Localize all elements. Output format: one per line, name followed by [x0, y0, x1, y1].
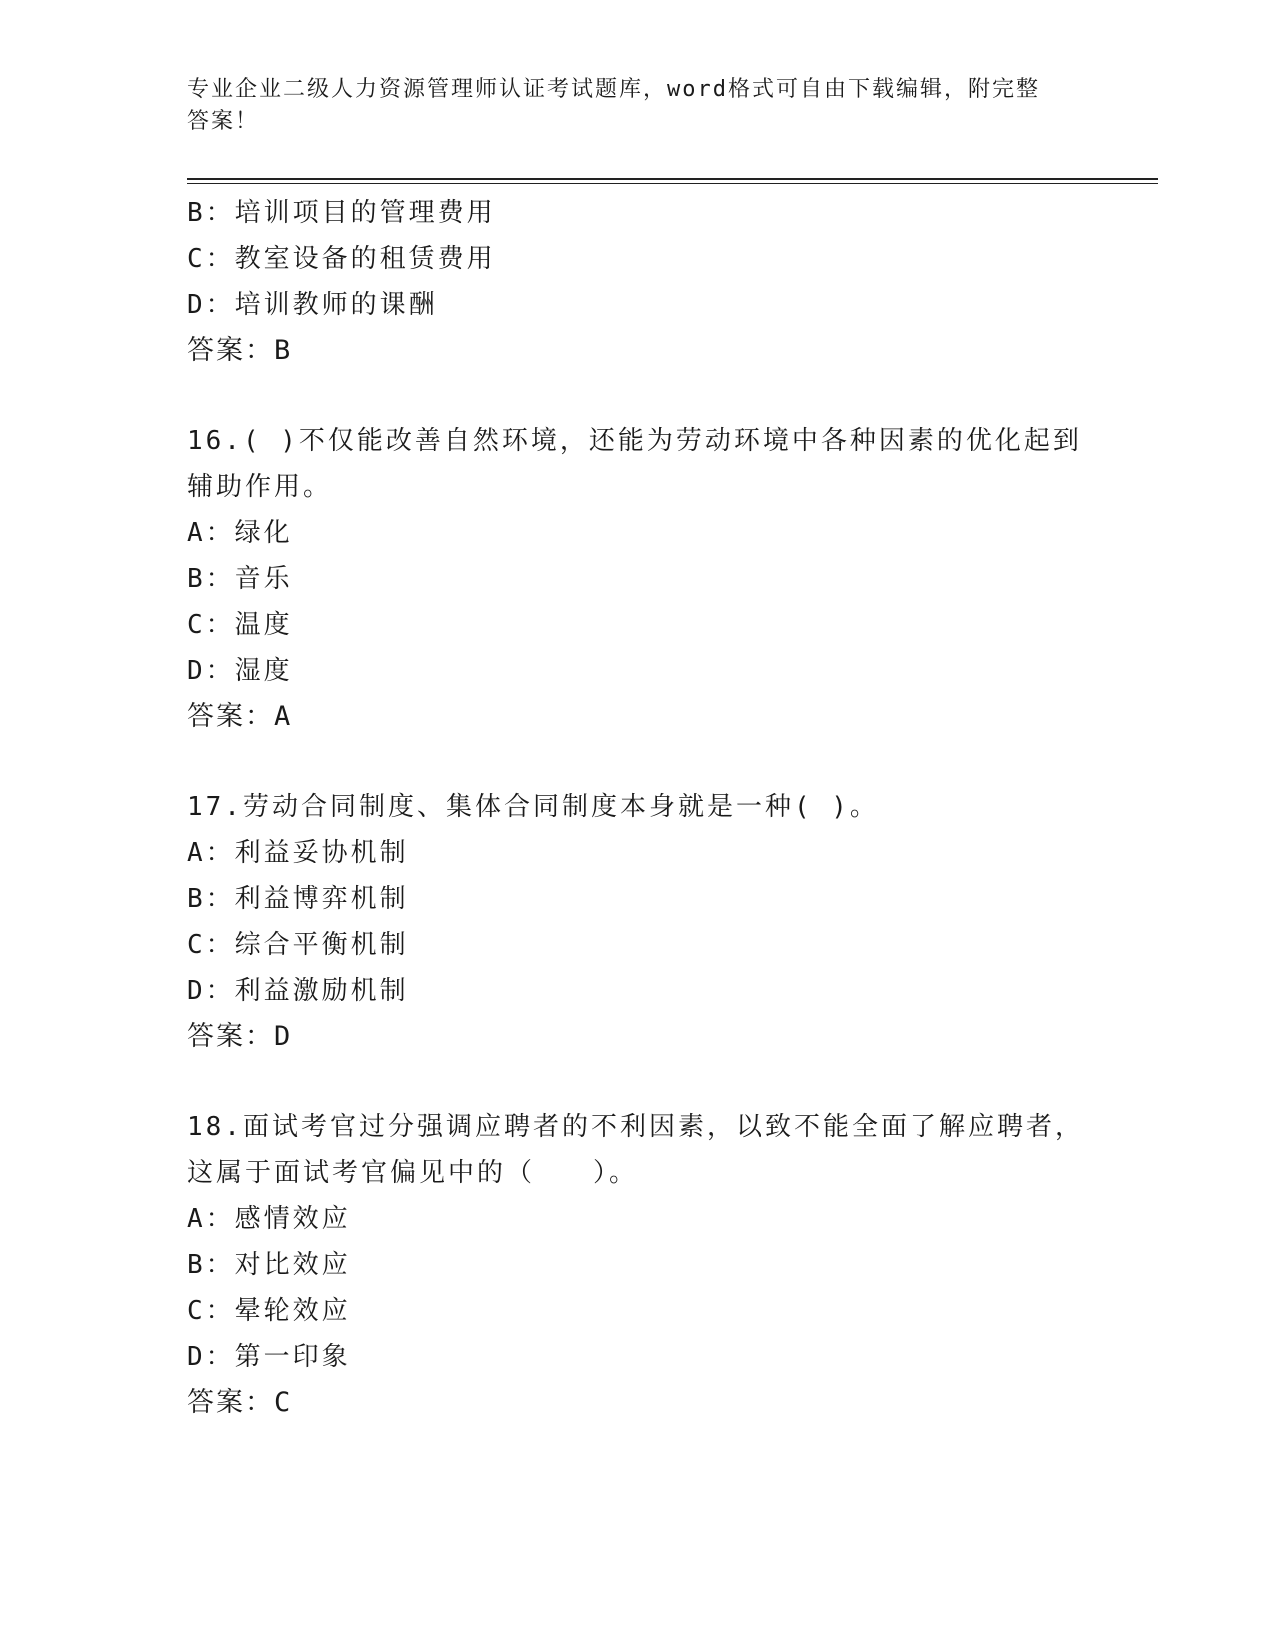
document-header: [187, 74, 1077, 138]
header-line-2: 答案！: [187, 109, 260, 134]
question-stem: 16.( )不仅能改善自然环境，还能为劳动环境中各种因素的优化起到: [187, 426, 1082, 456]
spacer: [187, 1060, 1087, 1104]
answer-line: 答案：C: [187, 1387, 293, 1418]
option-d: D：培训教师的课酬: [187, 290, 438, 320]
header-divider-thin: [187, 183, 1158, 184]
option-d: D：第一印象: [187, 1342, 351, 1372]
header-line-1: 专业企业二级人力资源管理师认证考试题库，word格式可自由下载编辑，附完整: [187, 77, 1040, 102]
option-c: C：综合平衡机制: [187, 930, 409, 960]
option-d: D：湿度: [187, 656, 293, 686]
spacer: [187, 374, 1087, 418]
answer-line: 答案：B: [187, 335, 293, 366]
answer-line: 答案：D: [187, 1021, 293, 1052]
question-15-continued: [187, 190, 1087, 374]
question-stem: 这属于面试考官偏见中的（ ）。: [187, 1158, 639, 1188]
option-a: A：利益妥协机制: [187, 838, 409, 868]
question-stem: 辅助作用。: [187, 472, 333, 502]
question-stem: 17.劳动合同制度、集体合同制度本身就是一种( )。: [187, 792, 879, 822]
option-c: C：教室设备的租赁费用: [187, 244, 496, 274]
header-divider-thick: [187, 178, 1158, 180]
question-list: [187, 190, 1087, 1426]
question-16: [187, 418, 1087, 740]
option-b: B：培训项目的管理费用: [187, 198, 496, 228]
question-stem: 18.面试考官过分强调应聘者的不利因素，以致不能全面了解应聘者，: [187, 1112, 1084, 1142]
question-18: [187, 1104, 1087, 1426]
option-c: C：晕轮效应: [187, 1296, 351, 1326]
spacer: [187, 740, 1087, 784]
option-c: C：温度: [187, 610, 293, 640]
option-a: A：绿化: [187, 518, 293, 548]
question-17: [187, 784, 1087, 1060]
option-b: B：音乐: [187, 564, 293, 594]
option-b: B：对比效应: [187, 1250, 351, 1280]
option-d: D：利益激励机制: [187, 976, 409, 1006]
answer-line: 答案：A: [187, 701, 293, 732]
option-a: A：感情效应: [187, 1204, 351, 1234]
option-b: B：利益博弈机制: [187, 884, 409, 914]
